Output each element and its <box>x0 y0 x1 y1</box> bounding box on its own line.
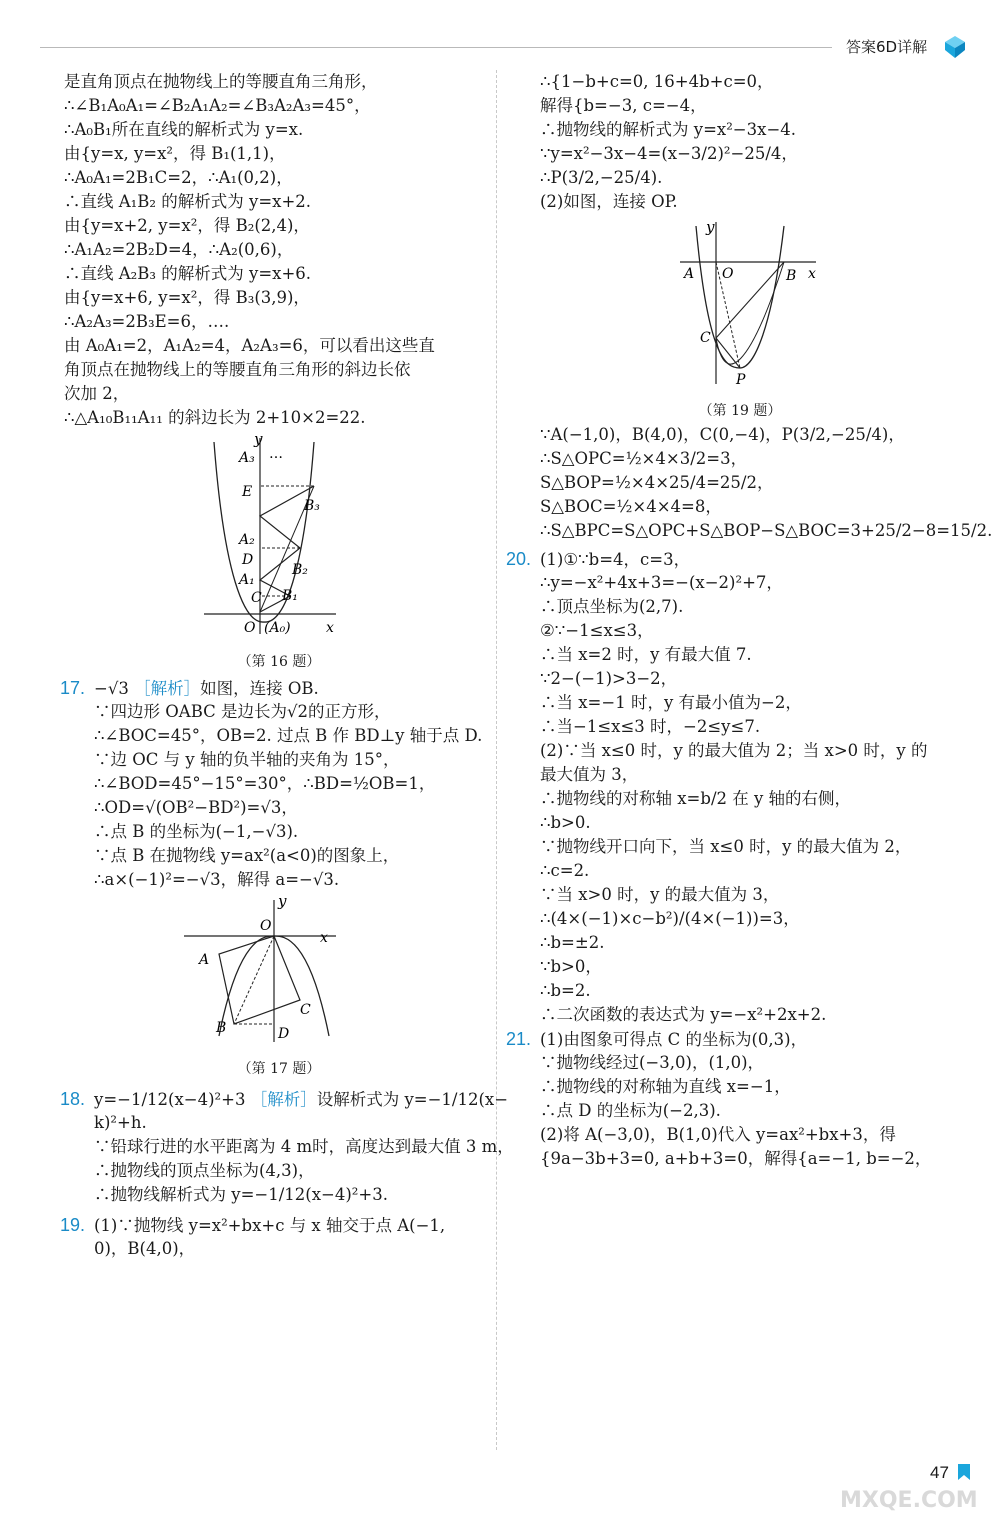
q20-header: 20. (1)①∵b=4，c=3， <box>506 549 691 569</box>
svg-text:A₃: A₃ <box>239 450 255 466</box>
text-line: ∴二次函数的表达式为 y=−x²+2x+2. <box>540 1005 827 1024</box>
text-line: {9a−3b+3=0, a+b+3=0，解得{a=−1, b=−2， <box>540 1149 932 1168</box>
q21-header: 21. (1)由图象可得点 C 的坐标为(0,3)， <box>506 1029 808 1049</box>
figure-19 <box>510 218 970 388</box>
text-line: ∴直线 A₂B₃ 的解析式为 y=x+6. <box>64 264 312 283</box>
text-line: k)²+h. <box>94 1113 147 1132</box>
text-line: ∴b=±2. <box>540 933 605 952</box>
svg-text:x: x <box>808 266 816 282</box>
q17-solution <box>64 700 494 892</box>
svg-text:O: O <box>722 266 734 282</box>
text-line: ∴A₁A₂=2B₂D=4，∴A₂(0,6)， <box>64 240 294 259</box>
text-line: ∴当−1≤x≤3 时，−2≤y≤7. <box>540 717 761 736</box>
text-line: ∵点 B 在抛物线 y=ax²(a<0)的图象上， <box>94 846 400 865</box>
text-line: ∴直线 A₁B₂ 的解析式为 y=x+2. <box>64 192 312 211</box>
text-line: ∴a×(−1)²=−√3，解得 a=−√3. <box>94 870 340 889</box>
svg-text:…: … <box>269 446 283 462</box>
text-line: 次加 2， <box>64 384 130 403</box>
header-rule <box>40 47 832 48</box>
figure-17 <box>64 896 484 1046</box>
text-line: (2)如图，连接 OP. <box>540 192 678 211</box>
text-line: ∵A(−1,0)，B(4,0)，C(0,−4)，P(3/2,−25/4)， <box>540 425 905 444</box>
text-line: ∵y=x²−3x−4=(x−3/2)²−25/4， <box>540 144 798 163</box>
fig16-caption: （第 16 题） <box>237 654 321 670</box>
svg-text:B: B <box>216 1020 227 1036</box>
text-line: ∴A₂A₃=2B₃E=6，…. <box>64 312 230 331</box>
text-line: ∴P(3/2,−25/4). <box>540 168 663 187</box>
text-line: ∴A₀B₁所在直线的解析式为 y=x. <box>64 120 304 139</box>
q20-solution <box>510 571 970 1027</box>
svg-text:C: C <box>700 330 711 346</box>
header-label: 答案6D详解 <box>846 38 928 56</box>
svg-text:(A₀): (A₀) <box>264 620 291 636</box>
text-line: ②∵−1≤x≤3， <box>540 621 654 640</box>
right-column <box>506 70 993 1171</box>
text-line: ∴c=2. <box>540 861 590 880</box>
q18-solution <box>64 1111 514 1207</box>
text-line: ∴点 D 的坐标为(−2,3). <box>540 1101 721 1120</box>
text-line: ∴抛物线的对称轴 x=b/2 在 y 轴的右侧， <box>540 789 852 808</box>
svg-text:D: D <box>242 552 254 568</box>
text-line: ∵四边形 OABC 是边长为√2的正方形， <box>94 702 391 721</box>
fig17-caption: （第 17 题） <box>237 1061 321 1077</box>
q19-solution-part1 <box>510 70 970 214</box>
svg-text:D: D <box>278 1026 290 1042</box>
page-number: 47 <box>930 1463 949 1482</box>
text-line: S△BOP=½×4×25/4=25/2， <box>540 473 774 492</box>
page-marker-icon <box>956 1462 972 1482</box>
text-line: ∴抛物线的解析式为 y=x²−3x−4. <box>540 120 797 139</box>
fig16-label: y <box>254 434 263 448</box>
q17-header: 17. −√3 ［解析］如图，连接 OB. <box>60 678 319 698</box>
text-line: ∴∠BOD=45°−15°=30°，∴BD=½OB=1， <box>94 774 436 793</box>
text-line: ∴△A₁₀B₁₁A₁₁ 的斜边长为 2+10×2=22. <box>64 408 366 427</box>
svg-text:y: y <box>278 896 287 910</box>
text-line: ∴S△BPC=S△OPC+S△BOP−S△BOC=3+25/2−8=15/2. <box>540 521 993 540</box>
svg-text:y: y <box>706 218 715 236</box>
svg-text:C: C <box>251 590 262 606</box>
text-line: ∴{1−b+c=0, 16+4b+c=0， <box>540 72 774 91</box>
q19-line: 0)，B(4,0)， <box>94 1239 196 1258</box>
text-line: ∵铅球行进的水平距离为 4 m时，高度达到最大值 3 m， <box>94 1137 514 1156</box>
svg-text:O: O <box>244 620 256 636</box>
text-line: 由{y=x, y=x²，得 B₁(1,1)， <box>64 144 286 163</box>
svg-text:A₂: A₂ <box>239 532 255 548</box>
svg-text:C: C <box>300 1002 311 1018</box>
text-line: ∴抛物线的对称轴为直线 x=−1， <box>540 1077 791 1096</box>
q19-header: 19. (1)∵抛物线 y=x²+bx+c 与 x 轴交于点 A(−1, <box>60 1215 446 1235</box>
text-line: ∴∠BOC=45°，OB=2. 过点 B 作 BD⊥y 轴于点 D. <box>94 726 483 745</box>
svg-text:A: A <box>684 266 695 282</box>
q16-solution <box>64 70 494 430</box>
text-line: ∴b>0. <box>540 813 591 832</box>
text-line: ∴(4×(−1)×c−b²)/(4×(−1))=3， <box>540 909 800 928</box>
fig19-caption: （第 19 题） <box>698 403 782 419</box>
text-line: 由{y=x+6, y=x²，得 B₃(3,9)， <box>64 288 310 307</box>
text-line: ∴OD=√(OB²−BD²)=√3， <box>94 798 298 817</box>
watermark: MXQE.COM <box>840 1488 978 1513</box>
svg-text:P: P <box>736 372 746 388</box>
svg-text:B₃: B₃ <box>304 498 320 514</box>
text-line: ∵b>0， <box>540 957 602 976</box>
svg-text:B: B <box>786 268 797 284</box>
text-line: 由 A₀A₁=2，A₁A₂=4，A₂A₃=6，可以看出这些直 <box>64 336 435 355</box>
text-line: 角顶点在抛物线上的等腰直角三角形的斜边长依 <box>64 360 411 379</box>
text-line: ∵当 x>0 时，y 的最大值为 3， <box>540 885 780 904</box>
text-line: ∴抛物线的顶点坐标为(4,3)， <box>94 1161 315 1180</box>
svg-text:A: A <box>199 952 210 968</box>
gem-icon <box>941 34 969 60</box>
svg-text:x: x <box>320 930 328 946</box>
text-line: ∴当 x=−1 时，y 有最小值为−2， <box>540 693 802 712</box>
svg-text:B₁: B₁ <box>282 588 298 604</box>
text-line: 是直角顶点在抛物线上的等腰直角三角形， <box>64 72 378 91</box>
text-line: ∴当 x=2 时，y 有最大值 7. <box>540 645 752 664</box>
q21-solution <box>510 1051 970 1171</box>
text-line: ∴S△OPC=½×4×3/2=3， <box>540 449 748 468</box>
text-line: ∵2−(−1)>3−2， <box>540 669 678 688</box>
text-line: 由{y=x+2, y=x²，得 B₂(2,4)， <box>64 216 310 235</box>
svg-text:O: O <box>260 918 272 934</box>
text-line: ∴∠B₁A₀A₁=∠B₂A₁A₂=∠B₃A₂A₃=45°， <box>64 96 371 115</box>
text-line: ∵抛物线经过(−3,0)，(1,0)， <box>540 1053 765 1072</box>
text-line: ∵边 OC 与 y 轴的负半轴的夹角为 15°， <box>94 750 400 769</box>
text-line: ∵抛物线开口向下，当 x≤0 时，y 的最大值为 2， <box>540 837 912 856</box>
svg-text:B₂: B₂ <box>292 562 308 578</box>
text-line: 解得{b=−3, c=−4， <box>540 96 707 115</box>
text-line: ∴顶点坐标为(2,7). <box>540 597 684 616</box>
q19-solution-part2 <box>510 423 993 543</box>
svg-text:E: E <box>242 484 253 500</box>
column-divider <box>496 70 497 1450</box>
text-line: ∴抛物线解析式为 y=−1/12(x−4)²+3. <box>94 1185 388 1204</box>
text-line: ∴b=2. <box>540 981 591 1000</box>
svg-text:x: x <box>326 620 334 636</box>
text-line: (2)将 A(−3,0)，B(1,0)代入 y=ax²+bx+3，得 <box>540 1125 896 1144</box>
text-line: ∴y=−x²+4x+3=−(x−2)²+7， <box>540 573 783 592</box>
q18-header: 18. y=−1/12(x−4)²+3 ［解析］设解析式为 y=−1/12(x− <box>60 1089 509 1109</box>
text-line: S△BOC=½×4×4=8， <box>540 497 722 516</box>
text-line: 最大值为 3， <box>540 765 639 784</box>
left-column <box>60 70 514 1261</box>
figure-16 <box>64 434 484 639</box>
text-line: (2)∵当 x≤0 时，y 的最大值为 2；当 x>0 时，y 的 <box>540 741 928 760</box>
svg-text:A₁: A₁ <box>239 572 255 588</box>
text-line: ∴A₀A₁=2B₁C=2，∴A₁(0,2)， <box>64 168 293 187</box>
text-line: ∴点 B 的坐标为(−1,−√3). <box>94 822 299 841</box>
